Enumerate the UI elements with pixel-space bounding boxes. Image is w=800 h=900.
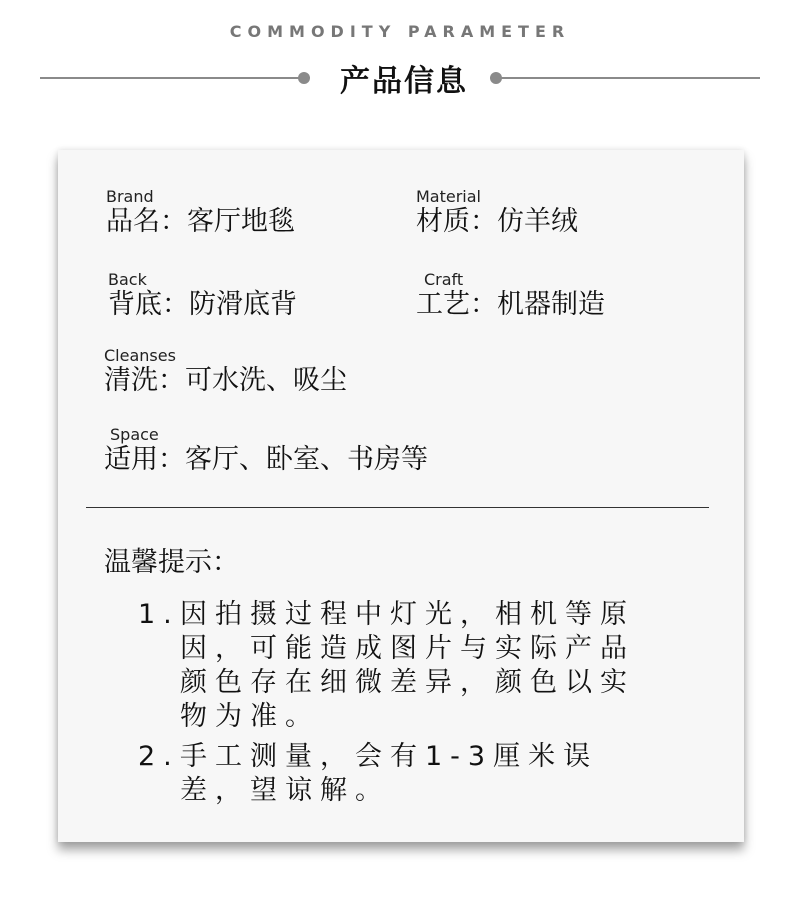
param-material-cn: 材质：仿羊绒 bbox=[416, 206, 578, 237]
param-space bbox=[104, 426, 428, 476]
param-brand bbox=[106, 188, 295, 238]
tip-text: 手工测量，会有1-3厘米误差，望谅解。 bbox=[180, 741, 599, 806]
param-brand-cn: 品名：客厅地毯 bbox=[106, 206, 295, 237]
param-material-en: Material bbox=[416, 187, 481, 206]
tip-text: 因拍摄过程中灯光，相机等原因，可能造成图片与实际产品颜色存在细微差异，颜色以实物为准。 bbox=[180, 599, 635, 732]
param-back-cn: 背底：防滑底背 bbox=[108, 289, 297, 320]
param-cleanses bbox=[104, 347, 347, 397]
param-back bbox=[108, 271, 297, 321]
param-cleanses-en: Cleanses bbox=[104, 346, 176, 365]
param-space-en: Space bbox=[110, 425, 159, 444]
tip-number: 2. bbox=[138, 741, 180, 772]
section-title: 产品信息 bbox=[340, 64, 468, 99]
heading-rule-right bbox=[498, 77, 760, 79]
param-material bbox=[416, 188, 578, 238]
param-craft-cn: 工艺：机器制造 bbox=[416, 289, 605, 320]
tip-item bbox=[138, 740, 665, 808]
tips-title: 温馨提示： bbox=[104, 547, 239, 578]
heading-dot-left bbox=[298, 72, 310, 84]
heading-rule-left bbox=[40, 77, 302, 79]
param-craft bbox=[416, 271, 605, 321]
param-cleanses-cn: 清洗：可水洗、吸尘 bbox=[104, 365, 347, 396]
param-brand-en: Brand bbox=[106, 187, 154, 206]
section-divider bbox=[86, 507, 709, 508]
section-heading bbox=[40, 56, 760, 100]
tip-item bbox=[138, 598, 665, 734]
param-space-cn: 适用：客厅、卧室、书房等 bbox=[104, 444, 428, 475]
param-back-en: Back bbox=[108, 270, 147, 289]
tip-number: 1. bbox=[138, 599, 180, 630]
section-eyebrow: COMMODITY PARAMETER bbox=[229, 22, 571, 41]
param-craft-en: Craft bbox=[424, 270, 464, 289]
parameter-card bbox=[58, 150, 744, 842]
